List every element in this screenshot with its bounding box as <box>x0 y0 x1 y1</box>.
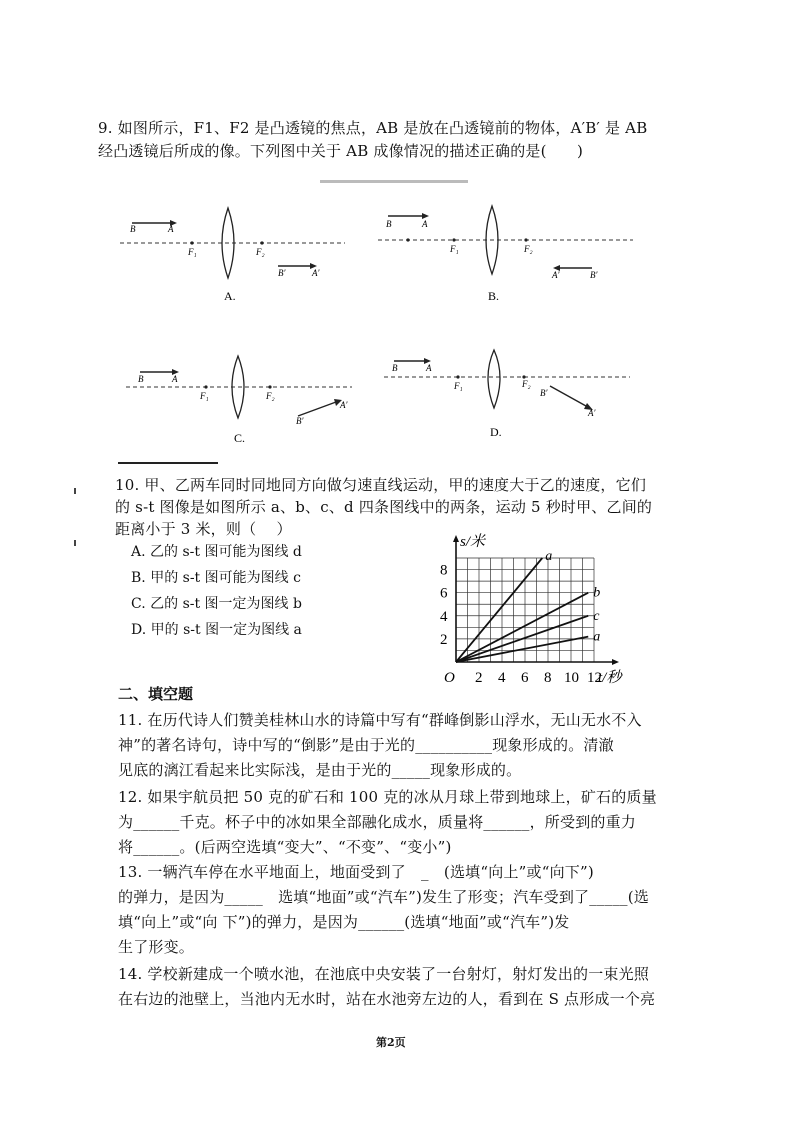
x-tick-label: 2 <box>475 670 483 686</box>
series-label-a: a <box>545 549 553 564</box>
fig-c-label-a: A <box>172 374 178 384</box>
fig-c-label-a2: A′ <box>340 400 348 410</box>
series-line-d <box>456 637 588 662</box>
q10-line-3: 距离小于 3 米，则（ ） <box>115 520 292 538</box>
x-tick-label: 4 <box>498 670 506 686</box>
origin-label: O <box>444 670 455 686</box>
x-axis-label: t/秒 <box>598 670 622 686</box>
fig-b-label-a2: A′ <box>552 270 560 280</box>
q10-option-d: D. 甲的 s-t 图一定为图线 a <box>131 622 302 638</box>
q11-line-1: 11. 在历代诗人们赞美桂林山水的诗篇中写有“群峰倒影山浮水，无山无水不入 <box>118 711 642 729</box>
q10-option-a: A. 乙的 s-t 图可能为图线 d <box>131 544 302 560</box>
q9-line-1: 9. 如图所示，F1、F2 是凸透镜的焦点，AB 是放在凸透镜前的物体，A′B′ 是 AB <box>98 119 648 137</box>
q13-line-3: 填“向上”或“向 下”)的弹力，是因为______(选填“地面”或“汽车”)发 <box>118 913 570 931</box>
scan-mark <box>74 488 76 494</box>
q10-option-c: C. 乙的 s-t 图一定为图线 b <box>131 596 302 612</box>
fig-a-label-a2: A′ <box>312 268 320 278</box>
fig-c-caption: C. <box>234 431 246 445</box>
lens-figure-c <box>126 350 362 450</box>
fig-a-caption: A. <box>224 289 236 303</box>
fig-b-label-b2: B′ <box>590 270 598 280</box>
series-label-b: b <box>593 585 601 601</box>
fig-a-label-a: A <box>168 224 174 234</box>
lens-figure-b <box>378 200 638 310</box>
q11-line-3: 见底的漓江看起来比实际浅，是由于光的_____现象形成的。 <box>118 761 522 779</box>
fig-d-label-f1: F₁ <box>454 381 463 391</box>
fig-d-label-b: B <box>392 363 398 373</box>
fig-b-label-b: B <box>386 219 392 229</box>
scan-smudge <box>320 180 468 183</box>
scan-mark-2 <box>74 540 76 546</box>
chart-series <box>456 549 600 662</box>
chart-grid <box>456 558 594 662</box>
q12-line-3: 将______。(后两空选填“变大”、“不变”、“变小”) <box>118 838 452 856</box>
fig-c-label-b2: B′ <box>296 416 304 426</box>
x-tick-label: 12 <box>587 670 602 686</box>
fig-c-label-f2: F₂ <box>266 391 275 401</box>
y-tick-label: 8 <box>440 562 448 579</box>
fig-c-label-b: B <box>138 374 144 384</box>
y-axis-label: s/米 <box>460 534 486 550</box>
q13-line-1: 13. 一辆汽车停在水平地面上，地面受到了 _ (选填“向上”或“向下”) <box>118 863 594 881</box>
x-tick-label: 10 <box>564 670 579 686</box>
fig-c-label-f1: F₁ <box>200 391 209 401</box>
y-tick-label: 4 <box>440 608 448 625</box>
q14-line-1: 14. 学校新建成一个喷水池，在池底中央安装了一台射灯，射灯发出的一束光照 <box>118 965 650 983</box>
separator-line <box>118 462 218 464</box>
fig-b-caption: B. <box>488 289 500 303</box>
fig-b-label-f1: F₁ <box>450 244 459 254</box>
x-tick-label: 8 <box>544 670 552 686</box>
q14-line-2: 在右边的池壁上，当池内无水时，站在水池旁左边的人，看到在 S 点形成一个亮 <box>118 990 656 1008</box>
x-tick-label: 6 <box>521 670 529 686</box>
fig-d-label-b2: B′ <box>540 388 548 398</box>
fig-a-label-f1: F₁ <box>188 247 197 257</box>
y-tick-label: 2 <box>440 631 448 648</box>
fig-d-label-a: A <box>426 363 432 373</box>
fig-d-label-a2: A′ <box>588 408 596 418</box>
q13-line-2: 的弹力，是因为_____ 选填“地面”或“汽车”)发生了形变；汽车受到了_____(选 <box>118 888 649 906</box>
q13-line-4: 生了形变。 <box>118 938 195 956</box>
series-label-c: c <box>593 608 600 624</box>
fig-b-label-a: A <box>422 219 428 229</box>
fig-a-label-f2: F₂ <box>256 247 265 257</box>
fig-b-label-f2: F₂ <box>524 244 533 254</box>
y-tick-label: 6 <box>440 585 448 602</box>
q12-line-1: 12. 如果宇航员把 50 克的矿石和 100 克的冰从月球上带到地球上，矿石的质量 <box>118 788 657 806</box>
fig-d-caption: D. <box>490 425 502 439</box>
section-title: 二、填空题 <box>118 685 194 703</box>
q9-line-2: 经凸透镜后所成的像。下列图中关于 AB 成像情况的描述正确的是( ) <box>98 142 584 160</box>
q10-line-2: 的 s-t 图像是如图所示 a、b、c、d 四条图线中的两条，运动 5 秒时甲、乙间的 <box>115 498 653 516</box>
fig-d-label-f2: F₂ <box>522 379 531 389</box>
fig-a-label-b: B <box>130 224 136 234</box>
q11-line-2: 神”的著名诗句，诗中写的“倒影”是由于光的__________现象形成的。清澈 <box>118 736 614 754</box>
y-axis-arrow <box>453 535 459 542</box>
series-label-d: a <box>593 629 601 645</box>
lens-figure-d <box>384 346 640 446</box>
fig-a-label-b2: B′ <box>278 268 286 278</box>
q12-line-2: 为______千克。杯子中的冰如果全部融化成水，质量将______，所受到的重力 <box>118 813 637 831</box>
lens-figure-a <box>120 200 360 310</box>
st-graph <box>420 530 650 690</box>
q10-line-1: 10. 甲、乙两车同时同地同方向做匀速直线运动，甲的速度大于乙的速度，它们 <box>115 476 647 494</box>
q10-option-b: B. 甲的 s-t 图可能为图线 c <box>131 570 301 586</box>
x-axis-arrow <box>612 659 619 665</box>
page-number: 第2页 <box>376 1036 406 1049</box>
